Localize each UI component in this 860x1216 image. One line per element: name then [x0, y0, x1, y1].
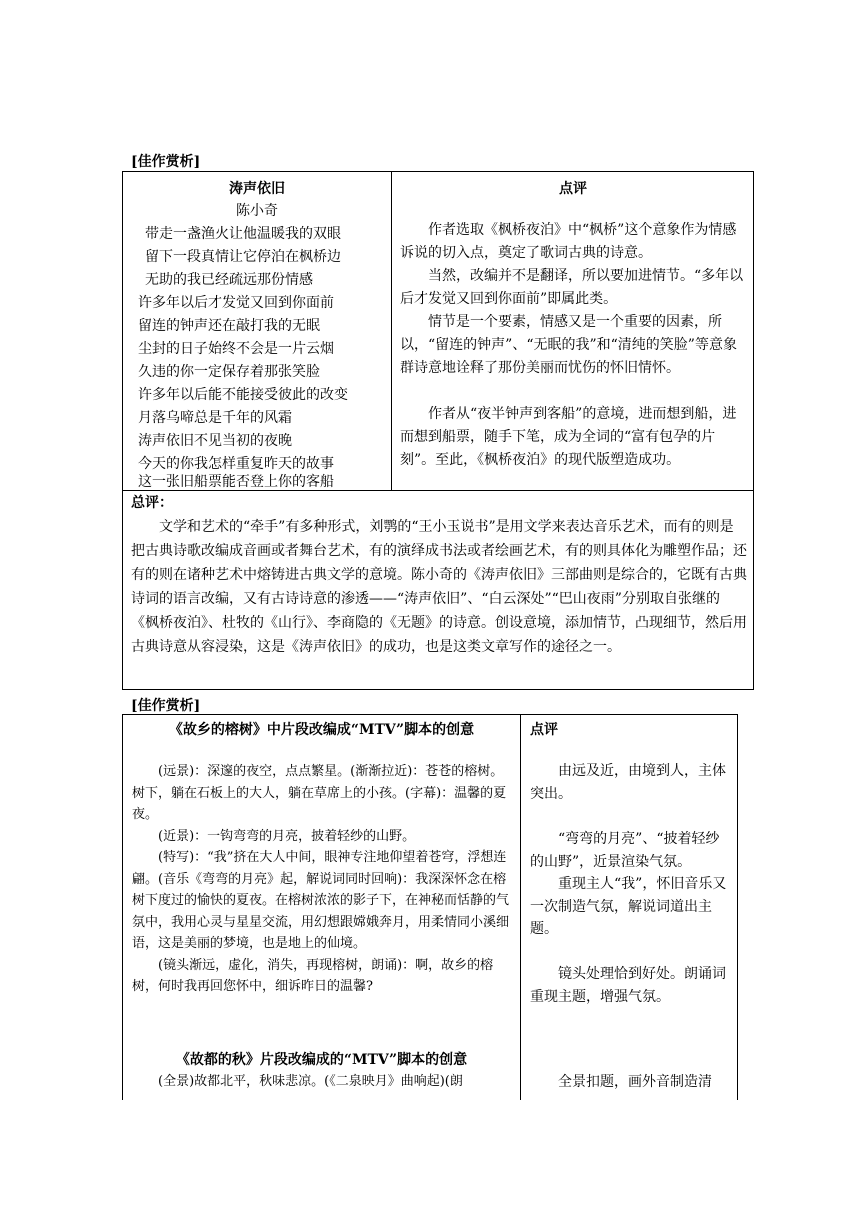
comment-paragraph: 作者选取《枫桥夜泊》中“枫桥”这个意象作为情感诉说的切入点，奠定了歌词古典的诗意。: [400, 222, 737, 261]
poem-line: 留下一段真情让它停泊在枫桥边: [145, 249, 341, 265]
poem-author: 陈小奇: [236, 203, 278, 219]
comment-note: [530, 828, 730, 873]
poem-line: 这一张旧船票能否登上你的客船: [138, 474, 334, 490]
comment-note: [530, 963, 730, 1008]
poem-line: 涛声依旧不见当初的夜晚: [138, 433, 292, 449]
script-title: 《故乡的榕树》中片段改编成“MTV”脚本的创意: [168, 722, 475, 738]
script-paragraph: (远景)：深邃的夜空，点点繁星。(渐渐拉近)：苍苍的榕树。树下，躺在石板上的大人，躺在草席上的小孩。(字幕)：温馨的夏夜。: [132, 764, 507, 822]
poem-line: 留连的钟声还在敲打我的无眠: [138, 318, 320, 334]
comment-note: [530, 760, 730, 805]
comment-text: 重现主人“我”，怀旧音乐又一次制造气氛，解说词道出主题。: [530, 876, 727, 937]
comment-text: 由远及近，由境到人，主体突出。: [530, 763, 726, 802]
comment-paragraph: 作者从“夜半钟声到客船”的意境，进而想到船，进而想到船票，随手下笔，成为全词的“富有包孕的片刻”。至此，《枫桥夜泊》的现代版塑造成功。: [400, 406, 737, 468]
poem-line: 久违的你一定保存着那张笑脸: [138, 364, 320, 380]
comment-heading: 点评: [530, 722, 558, 738]
comment-text: 全景扣题，画外音制造清: [558, 1074, 712, 1090]
poem-line: 月落乌啼总是千年的风霜: [138, 410, 292, 426]
summary-text: 文学和艺术的“牵手”有多种形式，刘鹗的“王小玉说书”是用文学来表达音乐艺术，而有的则是把古典诗歌改编成音画或者舞台艺术，有的演绎成书法或者绘画艺术，有的则具体化为雕塑作品；还有的则在诸种艺术中熔铸进古典文学的意境。陈小奇的《涛声依旧》三部曲则是综合的，它既有古典诗词的语言改编，又有古诗诗意的渗透——“涛声依旧”、“白云深处”“巴山夜雨”分别取自张继的《枫桥夜泊》、杜牧的《山行》、李商隐的《无题》的诗意。创设意境，添加情节，凸现细节，然后用古典诗意从容浸染，这是《涛声依旧》的成功，也是这类文章写作的途径之一。: [131, 519, 747, 655]
poem-line: 带走一盏渔火让他温暖我的双眼: [145, 226, 341, 242]
script-title: 《故都的秋》片段改编成的“MTV”脚本的创意: [175, 1052, 468, 1068]
poem-line: 许多年以后才发觉又回到你面前: [138, 295, 334, 311]
comment-note: [530, 873, 730, 941]
poem-line: 许多年以后能不能接受彼此的改变: [138, 387, 348, 403]
comment-heading: 点评: [559, 181, 587, 197]
comment-body: [400, 219, 750, 472]
script-paragraph: (全景)故都北平，秋味悲凉。(《二泉映月》曲响起)(朗: [158, 1074, 463, 1089]
column-divider: [391, 172, 392, 490]
script-body: [132, 1071, 514, 1093]
script-paragraph: (近景)：一钩弯弯的月亮，披着轻纱的山野。: [158, 828, 416, 844]
comment-paragraph: 当然，改编并不是翻译，所以要加进情节。“多年以后才发觉又回到你面前”即属此类。: [400, 268, 744, 307]
script-body: [132, 761, 514, 998]
summary-label: 总评：: [131, 495, 173, 511]
poem-line: 无助的我已经疏远那份情感: [145, 272, 313, 288]
comment-text: 镜头处理恰到好处。朗诵词重现主题，增强气氛。: [530, 966, 726, 1005]
section-label: [佳作赏析]: [131, 154, 201, 170]
column-divider: [520, 715, 521, 1100]
script-paragraph: (镜头渐远，虚化，消失，再现榕树，朗诵)：啊，故乡的榕树，何时我再回您怀中，细诉昨日的温馨?: [132, 957, 494, 994]
poem-line: 尘封的日子始终不会是一片云烟: [138, 341, 334, 357]
section-label: [佳作赏析]: [131, 698, 201, 714]
comment-note: [530, 1071, 730, 1094]
comment-text: “弯弯的月亮”、“披着轻纱的山野”，近景渲染气氛。: [530, 831, 720, 870]
comment-paragraph: 情节是一个要素，情感又是一个重要的因素，所以，“留连的钟声”、“无眠的我”和“清纯的笑脸”等意象群诗意地诠释了那份美丽而忧伤的怀旧情怀。: [400, 314, 737, 376]
mtv-script-table: [122, 714, 738, 1100]
poem-title: 涛声依旧: [229, 181, 285, 197]
appreciation-table: [122, 171, 754, 690]
poem-line: 今天的你我怎样重复昨天的故事: [138, 456, 334, 472]
script-paragraph: (特写)：“我”挤在大人中间，眼神专注地仰望着苍穹，浮想连翩。(音乐《弯弯的月亮》起，解说词同时回响)：我深深怀念在榕树下度过的愉快的夏夜。在榕树浓浓的影子下，在神秘而恬静的气氛中，我用心灵与星星交流，用幻想跟嫦娥奔月，用柔情同小溪细语，这是美丽的梦境，也是地上的仙境。: [132, 850, 510, 951]
